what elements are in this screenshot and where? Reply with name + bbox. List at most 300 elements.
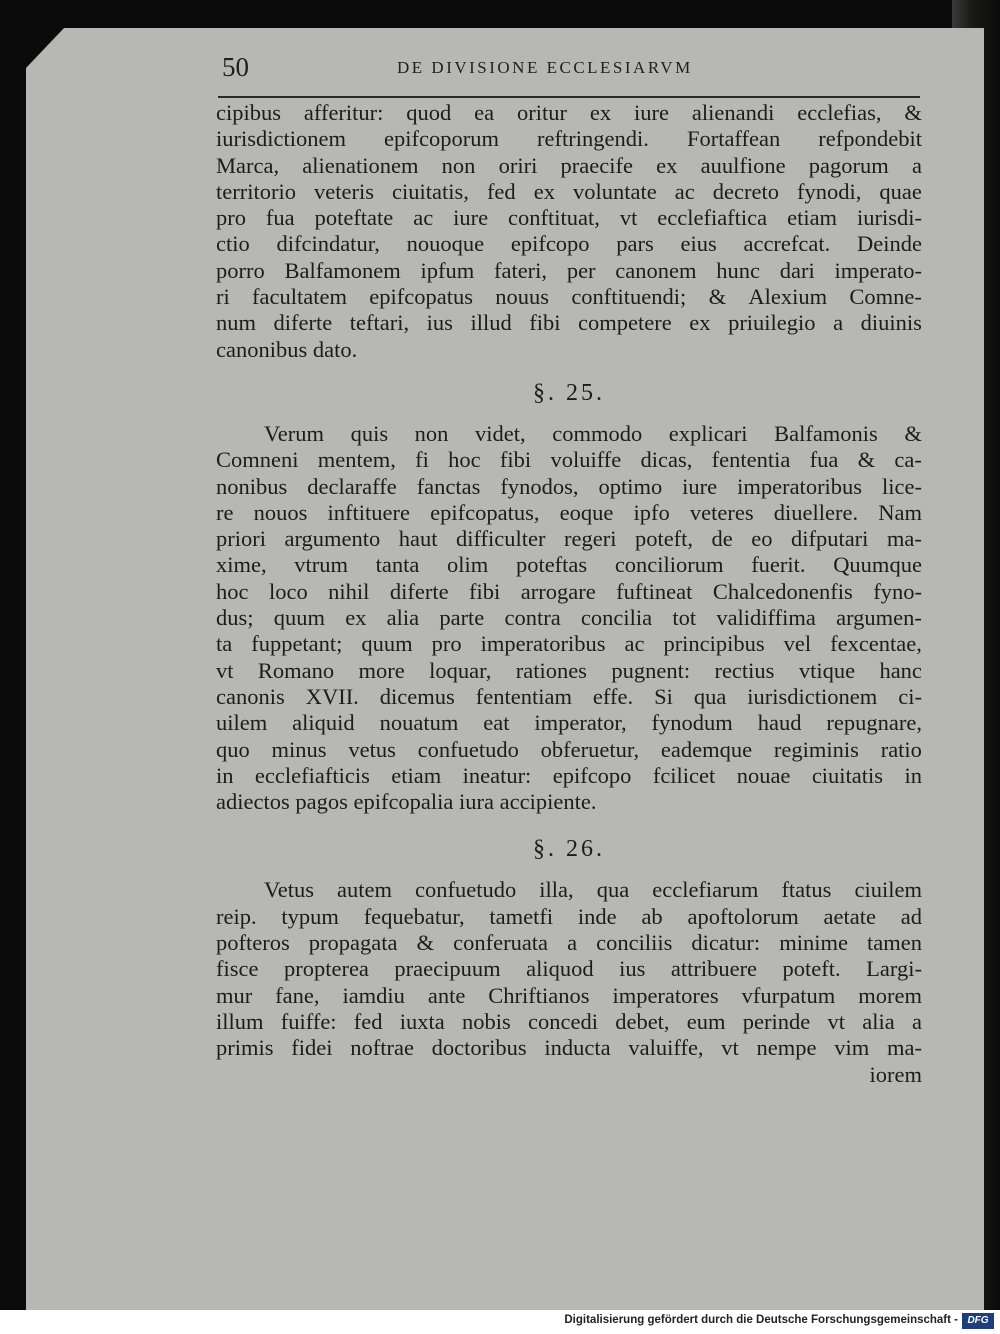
word: ac [674, 178, 695, 204]
word: alienationem [302, 152, 419, 178]
word: teftari, [349, 310, 410, 336]
word: ta [216, 631, 233, 657]
word: confuetudo [415, 877, 517, 903]
word: illa, [539, 877, 574, 903]
word: propagata [308, 930, 398, 956]
word: & [904, 420, 922, 446]
text-line [216, 447, 922, 473]
word: fibi [469, 578, 501, 604]
word: fententiam [475, 683, 572, 709]
word: dus; [216, 605, 254, 631]
word: fed [353, 1008, 383, 1034]
word: parte [439, 605, 485, 631]
word: ineatur: [462, 762, 532, 788]
word: nouatum [379, 710, 459, 736]
word: fynodi, [797, 178, 862, 204]
word: nihil [328, 578, 370, 604]
word: priuilegio [728, 310, 816, 336]
text-line [216, 500, 922, 526]
word: a [911, 1008, 922, 1034]
text-line [216, 205, 922, 231]
word: diuinis [860, 310, 922, 336]
word: XVII. [305, 683, 359, 709]
word: ex [656, 152, 678, 178]
word: ctio [216, 231, 250, 257]
word: fibi [529, 310, 561, 336]
text-line [216, 1035, 922, 1061]
word: Deinde [856, 231, 922, 257]
word: praecipuum [394, 956, 501, 982]
word: ipfum [420, 257, 475, 283]
word: pro [431, 631, 462, 657]
word: cipibus [216, 100, 281, 125]
text-line [216, 310, 922, 336]
word: validiffima [716, 605, 816, 631]
word: pagorum [808, 152, 889, 178]
text-line [216, 474, 922, 500]
word: autem [337, 877, 393, 903]
word: propterea [283, 956, 369, 982]
word: iuxta [399, 1008, 445, 1034]
word: fisce [216, 956, 259, 982]
word: vt [721, 1035, 739, 1061]
word: quum [273, 605, 325, 631]
text-line [216, 658, 922, 684]
word: regeri [564, 526, 617, 552]
word: & [857, 447, 876, 473]
word: inducta [544, 1035, 611, 1061]
word: vtique [798, 657, 856, 683]
word: ca- [894, 447, 922, 473]
word: poteftate [314, 205, 394, 231]
word: ciuitatis, [392, 178, 469, 204]
word: vt [619, 205, 638, 231]
text-line [216, 421, 922, 447]
text-line [216, 737, 922, 763]
word: apoftolorum [687, 903, 799, 929]
word: dari [779, 257, 815, 283]
word: quis [350, 420, 389, 446]
word: doctoribus [431, 1035, 527, 1061]
word: epifcopatus [369, 284, 473, 310]
word: difcindatur, [276, 231, 380, 257]
word: ex [345, 605, 367, 631]
footer-bar [0, 1310, 1000, 1334]
word: conciliorum [614, 552, 724, 578]
word: vfurpatum [741, 982, 836, 1008]
word: ab [641, 903, 663, 929]
page-header [222, 52, 922, 92]
word: Alexium [748, 284, 828, 310]
text-line [216, 930, 922, 956]
word: eum [686, 1008, 726, 1034]
word: competere [578, 310, 672, 336]
text-line [216, 983, 922, 1009]
word: non [414, 420, 449, 446]
word: mentem, [317, 447, 396, 473]
text-line [216, 126, 922, 152]
word: Balfamonis [774, 420, 878, 446]
word: priori [216, 526, 266, 552]
word: repugnare, [826, 710, 922, 736]
word: Chriftianos [488, 982, 590, 1008]
word: nempe [756, 1035, 817, 1061]
word: aliquid [292, 710, 355, 736]
word: arrogare [520, 578, 596, 604]
word: ciuitatis [811, 762, 884, 788]
word: ac [413, 205, 434, 231]
page-number: 50 [222, 52, 249, 82]
word: vel [783, 631, 812, 657]
word: oritur [517, 100, 568, 125]
word: Si [654, 683, 673, 709]
word: refpondebit [818, 126, 922, 152]
word: eat [483, 710, 510, 736]
word: facultatem [252, 284, 347, 310]
word: ex [689, 310, 711, 336]
word: ri [216, 284, 230, 310]
word: conciliis [596, 930, 673, 956]
word: imperato- [834, 257, 922, 283]
word: ea [474, 100, 495, 125]
word: more [358, 657, 405, 683]
word: fane, [275, 982, 320, 1008]
word: imperatores [612, 982, 719, 1008]
text-line [216, 526, 922, 552]
word: ac [624, 631, 645, 657]
word: ex [533, 178, 555, 204]
word: fuerit. [751, 552, 806, 578]
word: fuiffe: [280, 1008, 337, 1034]
text-line [216, 763, 922, 789]
text-line [216, 684, 922, 710]
word: nobis [462, 1008, 511, 1034]
word: eo [751, 526, 773, 552]
word: explicari [668, 420, 748, 446]
word: vt [827, 1008, 845, 1034]
word: fententia [711, 447, 791, 473]
word: declaraffe [307, 473, 397, 499]
word: ex [589, 100, 612, 125]
word: imperatoribus [480, 631, 606, 657]
word: iurisdi- [856, 205, 922, 231]
word: xime, [216, 552, 267, 578]
word: conferuata [453, 930, 549, 956]
word: inde [577, 903, 617, 929]
word: a [911, 152, 922, 178]
word: reip. [216, 903, 257, 929]
word: pugnent: [611, 657, 691, 683]
word: contra [504, 605, 561, 631]
word: ma- [887, 1035, 922, 1061]
word: nouoque [406, 231, 485, 257]
word: iurisdictionem [747, 683, 878, 709]
word: quum [361, 631, 413, 657]
word: ftatus [781, 877, 832, 903]
word: canonis [216, 683, 285, 709]
text-line [216, 710, 922, 736]
body-text [216, 100, 922, 1088]
word: eademque [660, 736, 753, 762]
word: rectius [714, 657, 775, 683]
text-line [216, 956, 922, 982]
word: qua [693, 683, 727, 709]
word: fua [809, 447, 839, 473]
word: num [216, 310, 257, 336]
word: ipfo [633, 499, 670, 525]
word: oriri [498, 152, 538, 178]
word: diuellere. [773, 499, 859, 525]
word: Romano [257, 657, 335, 683]
word: illum [216, 1008, 264, 1034]
word: etiam [391, 762, 442, 788]
word: ad [900, 903, 922, 929]
paragraph-3 [216, 877, 922, 1061]
text-line [216, 904, 922, 930]
word: inftituere [327, 499, 410, 525]
paragraph-2 [216, 421, 922, 815]
word: optimo [598, 473, 663, 499]
word: veteres [689, 499, 754, 525]
word: effe. [592, 683, 634, 709]
text-line: canonibus dato. [216, 336, 358, 362]
word: fua [265, 205, 295, 231]
text-line [216, 877, 922, 903]
word: vim [834, 1035, 870, 1061]
word: difputari [790, 526, 869, 552]
word: hunc [716, 257, 761, 283]
word: Vetus [264, 877, 314, 903]
word: dicas, [640, 447, 693, 473]
word: epifcopo [552, 762, 632, 788]
word: a [567, 930, 578, 956]
word: in [216, 762, 234, 788]
word: fed [486, 178, 516, 204]
word: noftrae [350, 1035, 414, 1061]
funding-note: Digitalisierung gefördert durch die Deutsche Forschungsgemeinschaft - [564, 1314, 958, 1326]
running-title: DE DIVISIONE ECCLESIARVM [397, 58, 693, 77]
word: etiam [787, 205, 838, 231]
section-heading-25: §. 25. [533, 379, 605, 406]
word: canonem [615, 257, 697, 283]
word: fequebatur, [363, 903, 465, 929]
word: pro [216, 205, 246, 231]
text-line [216, 605, 922, 631]
word: & [904, 100, 922, 125]
word: uilem [216, 710, 268, 736]
word: fidei [291, 1035, 333, 1061]
text-line [216, 179, 922, 205]
word: fi [415, 447, 429, 473]
word: Chalcedonenfis [712, 578, 853, 604]
word: ecclefiafticis [254, 762, 370, 788]
catchword: iorem [869, 1061, 922, 1087]
word: fyno- [873, 578, 922, 604]
word: iamdiu [342, 982, 405, 1008]
dfg-logo: DFG [962, 1313, 994, 1329]
word: re [216, 499, 234, 525]
word: poteft. [782, 956, 841, 982]
text-line [216, 153, 922, 179]
word: poteftas [515, 552, 588, 578]
word: dicatur: [691, 930, 761, 956]
word: praecife [560, 152, 633, 178]
word: imperator, [534, 710, 627, 736]
word: argumen- [836, 605, 922, 631]
text-line [216, 631, 922, 657]
word: reftringendi. [537, 126, 649, 152]
word: porro [216, 257, 265, 283]
word: perinde [742, 1008, 811, 1034]
header-rule [218, 96, 920, 98]
word: fateri, [493, 257, 548, 283]
word: dicemus [379, 683, 455, 709]
word: diferte [389, 578, 449, 604]
word: ecclefias, [797, 100, 882, 125]
word: de [711, 526, 733, 552]
word: fynodos, [500, 473, 579, 499]
word: alienandi [691, 100, 775, 125]
word: tametfi [489, 903, 554, 929]
word: regiminis [773, 736, 859, 762]
word: tamen [867, 930, 922, 956]
word: Comneni [216, 447, 299, 473]
word: Comne- [849, 284, 922, 310]
word: afferitur: [303, 100, 384, 125]
word: veteris [314, 178, 374, 204]
word: loco [268, 578, 308, 604]
word: fuppetant; [251, 631, 343, 657]
word: non [441, 152, 476, 178]
word: epifcoporum [384, 126, 499, 152]
word: imperatoribus [737, 473, 863, 499]
word: qua [596, 877, 630, 903]
word: ecclefiaftica [657, 205, 768, 231]
word: tot [672, 605, 697, 631]
word: epifcopo [510, 231, 590, 257]
word: hanc [879, 657, 922, 683]
word: hoc [216, 578, 249, 604]
word: pars [616, 231, 654, 257]
word: typum [281, 903, 339, 929]
word: fanctas [416, 473, 481, 499]
word: iurisdictionem [216, 126, 346, 152]
word: tanta [375, 552, 420, 578]
word: vetus [348, 736, 396, 762]
word: ius [426, 310, 453, 336]
text-line [216, 231, 922, 257]
word: alia [386, 605, 420, 631]
word: morem [858, 982, 922, 1008]
word: concedi [528, 1008, 598, 1034]
text-line [216, 258, 922, 284]
word: eius [680, 231, 717, 257]
word: decreto [712, 178, 779, 204]
word: quae [879, 178, 922, 204]
word: voluntate [572, 178, 657, 204]
word: commodo [552, 420, 643, 446]
word: & [708, 284, 727, 310]
word: valuiffe, [628, 1035, 704, 1061]
word: fibi [499, 447, 532, 473]
word: illud [470, 310, 512, 336]
word: alia [862, 1008, 895, 1034]
word: difficulter [455, 526, 546, 552]
text-line [216, 1009, 922, 1035]
word: territorio [216, 178, 296, 204]
word: haut [398, 526, 438, 552]
text-line [216, 579, 922, 605]
word: olim [447, 552, 489, 578]
word: ciuilem [854, 877, 922, 903]
word: ratio [880, 736, 922, 762]
word: ma- [886, 526, 922, 552]
word: aetate [823, 903, 876, 929]
word: a [833, 310, 844, 336]
word: conftituendi; [571, 284, 687, 310]
text-line: adiectos pagos epifcopalia iura accipiente. [216, 789, 597, 815]
word: haud [757, 710, 802, 736]
word: epifcopatus, [430, 499, 540, 525]
word: loquar, [429, 657, 492, 683]
word: quo [216, 736, 250, 762]
word: minime [779, 930, 848, 956]
word: ci- [898, 683, 922, 709]
word: aliquod [526, 956, 594, 982]
word: poteft, [634, 526, 694, 552]
word: Fortaffean [686, 126, 781, 152]
word: Balfamonem [284, 257, 401, 283]
word: minus [271, 736, 327, 762]
word: nouus [495, 284, 550, 310]
word: debet, [615, 1008, 670, 1034]
word: Quumque [833, 552, 922, 578]
word: ecclefiarum [652, 877, 759, 903]
word: hoc [448, 447, 481, 473]
text-line [216, 552, 922, 578]
word: argumento [284, 526, 381, 552]
word: mur [216, 982, 253, 1008]
word: Nam [878, 499, 922, 525]
word: attribuere [670, 956, 758, 982]
word: fuftineat [616, 578, 693, 604]
paragraph-1 [216, 100, 922, 363]
word: per [566, 257, 596, 283]
word: confuetudo [417, 736, 519, 762]
word: iure [682, 473, 718, 499]
word: ante [427, 982, 466, 1008]
word: & [416, 930, 435, 956]
word: primis [216, 1035, 274, 1061]
word: fcilicet [652, 762, 716, 788]
word: concilia [580, 605, 653, 631]
word: nouos [253, 499, 308, 525]
word: rationes [515, 657, 587, 683]
section-heading-26: §. 26. [533, 836, 605, 863]
word: voluiffe [550, 447, 622, 473]
word: auulfione [700, 152, 786, 178]
word: iure [453, 205, 489, 231]
word: in [904, 762, 922, 788]
word: quod [406, 100, 452, 125]
word: pofteros [216, 930, 290, 956]
word: iure [634, 100, 670, 125]
word: fexcentae, [830, 631, 922, 657]
word: Largi- [866, 956, 922, 982]
word: principibus [663, 631, 765, 657]
word: videt, [475, 420, 526, 446]
word: fynodum [651, 710, 733, 736]
